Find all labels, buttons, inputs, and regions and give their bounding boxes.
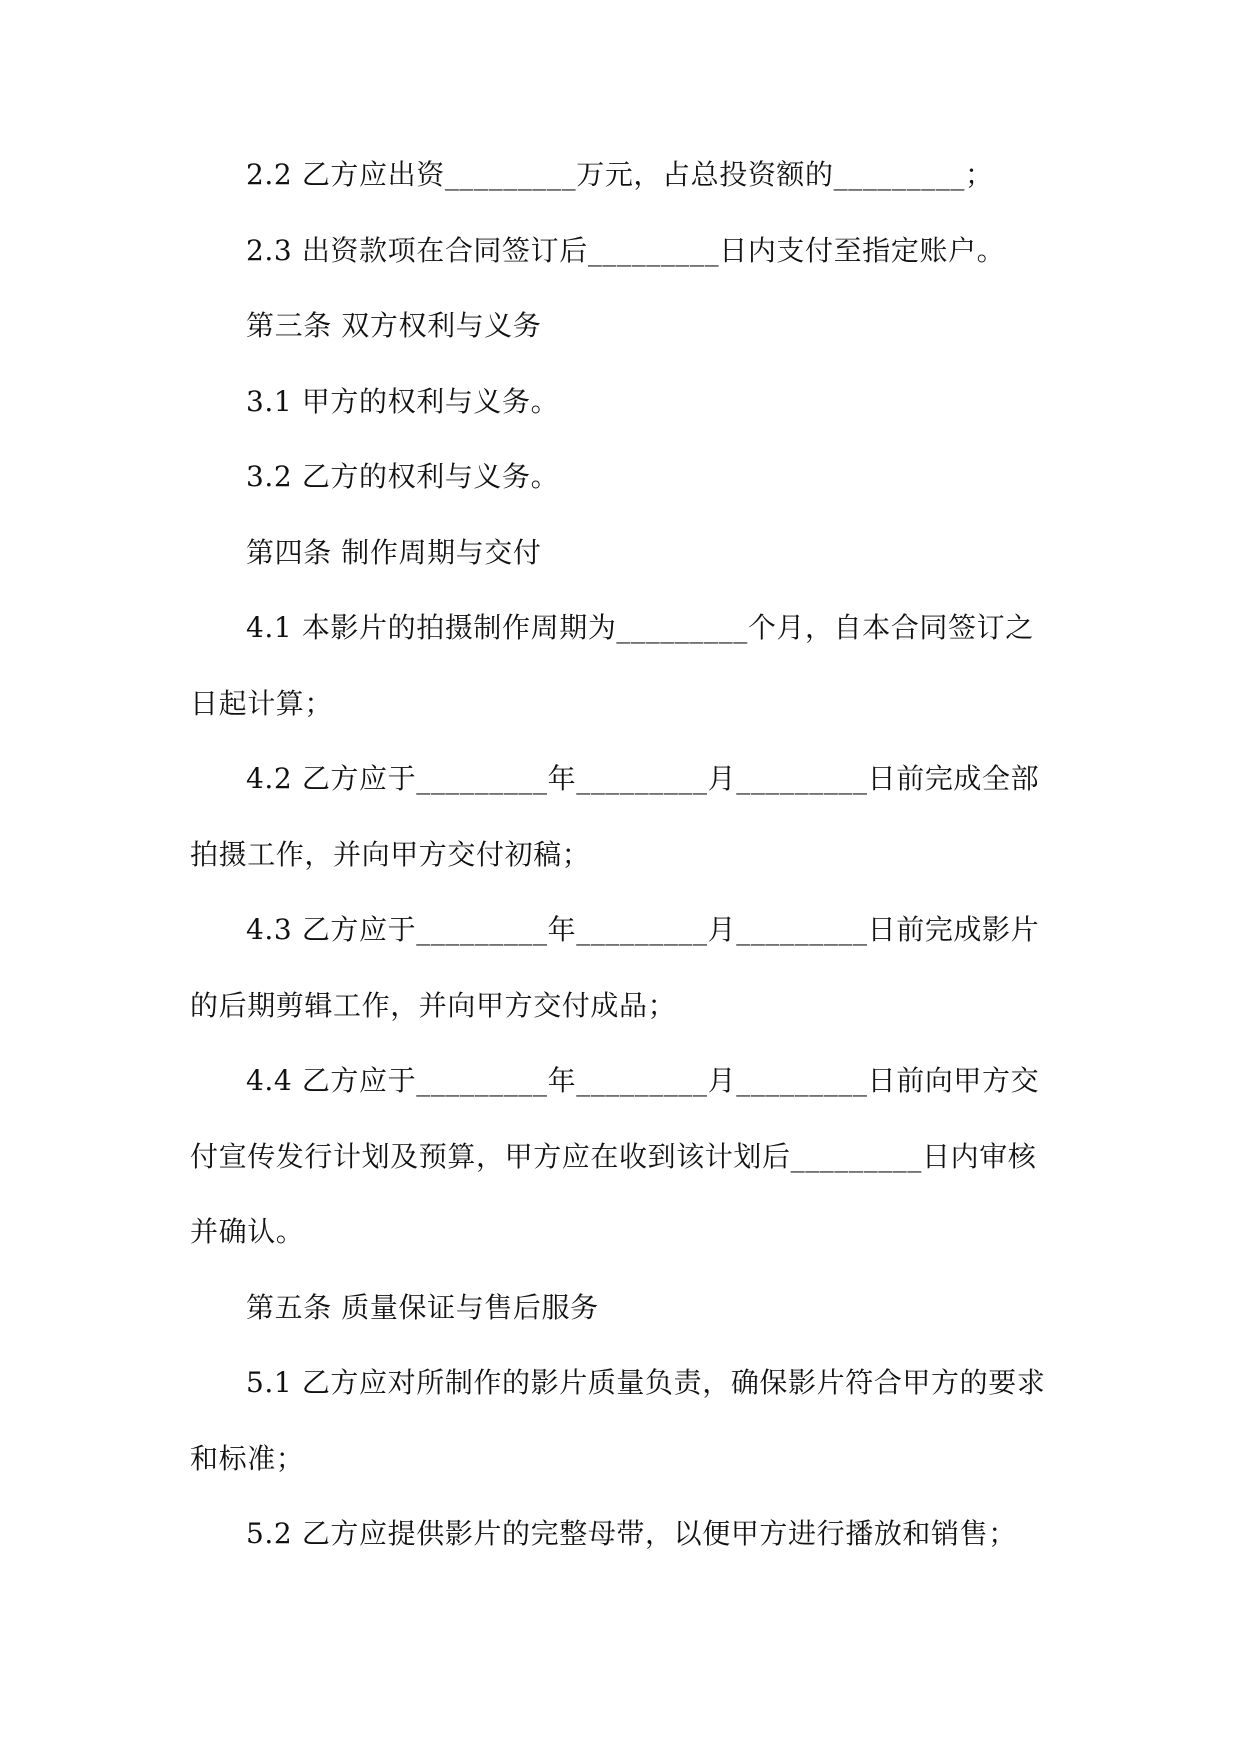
clause-5-2: 5.2 乙方应提供影片的完整母带，以便甲方进行播放和销售；: [246, 1517, 1017, 1550]
clause-3-2: 3.2 乙方的权利与义务。: [246, 460, 560, 493]
article-4-heading: 第四条 制作周期与交付: [246, 535, 542, 569]
clause-4-1: 4.1 本影片的拍摄制作周期为_________个月，自本合同签订之日起计算；: [190, 611, 1034, 720]
clause-4-3: 4.3 乙方应于_________年_________月_________日前完成影片的后期剪辑工作，并向甲方交付成品；: [190, 913, 1040, 1022]
clause-5-1: 5.1 乙方应对所制作的影片质量负责，确保影片符合甲方的要求和标准；: [190, 1366, 1046, 1475]
clause-3-1: 3.1 甲方的权利与义务。: [246, 384, 560, 418]
clause-4-4: 4.4 乙方应于_________年_________月_________日前向甲方交付宣传发行计划及预算，甲方应在收到该计划后_________日内审核并确认。: [190, 1064, 1040, 1248]
clause-4-2: 4.2 乙方应于_________年_________月_________日前完成全部拍摄工作，并向甲方交付初稿；: [190, 762, 1040, 871]
clause-2-3: 2.3 出资款项在合同签订后_________日内支付至指定账户。: [246, 233, 1006, 267]
clause-2-2: 2.2 乙方应出资_________万元，占总投资额的_________；: [246, 158, 994, 191]
article-3-heading: 第三条 双方权利与义务: [246, 309, 542, 342]
article-5-heading: 第五条 质量保证与售后服务: [246, 1290, 599, 1324]
document-body: [190, 137, 1050, 1572]
